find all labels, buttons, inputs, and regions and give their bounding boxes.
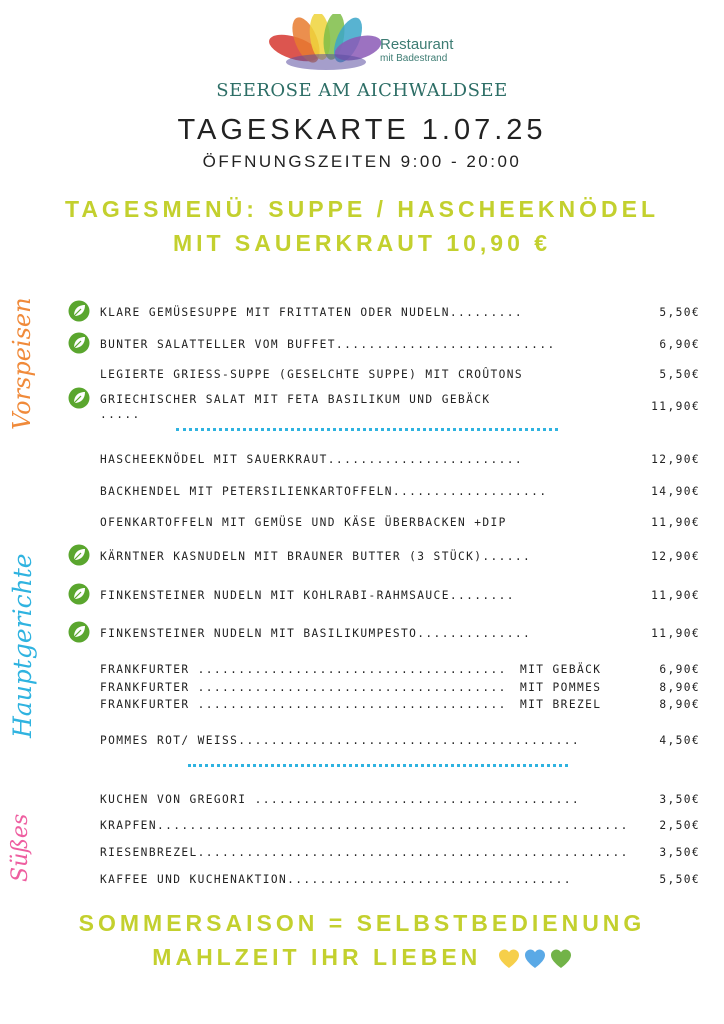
section-divider xyxy=(188,764,568,767)
menu-item xyxy=(70,790,700,814)
menu-item xyxy=(70,870,700,894)
page-title: TAGESKARTE 1.07.25 xyxy=(177,114,547,146)
item-name: BACKHENDEL MIT PETERSILIENKARTOFFELN................... xyxy=(100,485,548,498)
item-name: FRANKFURTER ...................................... xyxy=(100,663,507,676)
item-price: 5,50€ xyxy=(659,873,700,886)
item-name: KUCHEN VON GREGORI ........................................ xyxy=(100,793,580,806)
item-name: KLARE GEMÜSESUPPE MIT FRITTATEN ODER NUDELN......... xyxy=(100,306,524,319)
item-name: HASCHEEKNÖDEL MIT SAUERKRAUT........................ xyxy=(100,453,524,466)
vegetarian-leaf-icon xyxy=(68,300,90,322)
menu-item xyxy=(70,624,700,648)
menu-item xyxy=(70,660,700,678)
item-price: 12,90€ xyxy=(651,550,700,563)
item-price: 14,90€ xyxy=(651,485,700,498)
footer-line-1: SOMMERSAISON = SELBSTBEDIENUNG xyxy=(78,910,646,936)
vegetarian-leaf-icon xyxy=(68,583,90,605)
item-price: 11,90€ xyxy=(651,627,700,640)
section-label-sweets: Süßes xyxy=(8,813,33,882)
menu-item xyxy=(70,365,700,389)
menu-item xyxy=(70,547,700,571)
item-price: 5,50€ xyxy=(659,306,700,319)
item-price: 11,90€ xyxy=(651,516,700,529)
footer-line-2-wrapper xyxy=(0,944,724,971)
daily-menu-line-1: TAGESMENÜ: SUPPE / HASCHEEKNÖDEL xyxy=(64,196,659,222)
item-name: GRIECHISCHER SALAT MIT FETA BASILIKUM UND GEBÄCK xyxy=(100,393,491,406)
item-name: OFENKARTOFFELN MIT GEMÜSE UND KÄSE ÜBERBACKEN +DIP xyxy=(100,516,507,529)
item-name: POMMES ROT/ WEISS.......................................... xyxy=(100,734,580,747)
item-name: FINKENSTEINER NUDELN MIT BASILIKUMPESTO.............. xyxy=(100,627,532,640)
section-label-mains: Hauptgerichte xyxy=(8,553,37,738)
vegetarian-leaf-icon xyxy=(68,387,90,409)
item-name: FINKENSTEINER NUDELN MIT KOHLRABI-RAHMSAUCE........ xyxy=(100,589,515,602)
menu-item xyxy=(70,390,700,424)
menu-item xyxy=(70,335,700,359)
item-price: 4,50€ xyxy=(659,734,700,747)
menu-item xyxy=(70,586,700,610)
item-price: 8,90€ xyxy=(659,698,700,711)
logo-line-1: Restaurant xyxy=(380,36,454,53)
vegetarian-leaf-icon xyxy=(68,621,90,643)
menu-item xyxy=(70,450,700,474)
item-price: 11,90€ xyxy=(651,400,700,413)
item-name: FRANKFURTER ...................................... xyxy=(100,698,507,711)
menu-item xyxy=(70,695,700,713)
menu-item xyxy=(70,816,700,840)
section-label-starters: Vorspeisen xyxy=(8,297,36,430)
daily-menu-line-2: MIT SAUERKRAUT 10,90 € xyxy=(172,230,552,256)
item-name-continuation: ..... xyxy=(100,408,141,421)
opening-hours: ÖFFNUNGSZEITEN 9:00 - 20:00 xyxy=(202,152,522,171)
item-name: LEGIERTE GRIESS-SUPPE (GESELCHTE SUPPE) MIT CROÛTONS xyxy=(100,368,524,381)
vegetarian-leaf-icon xyxy=(68,332,90,354)
item-name: BUNTER SALATTELLER VOM BUFFET........................... xyxy=(100,338,556,351)
menu-item xyxy=(70,843,700,867)
logo-text xyxy=(380,36,453,65)
logo-line-2: mit Badestrand xyxy=(380,53,448,65)
item-price: 6,90€ xyxy=(659,663,700,676)
menu-item xyxy=(70,731,700,755)
item-name: KRAPFEN.......................................................... xyxy=(100,819,629,832)
item-price: 12,90€ xyxy=(651,453,700,466)
item-variant: MIT GEBÄCK xyxy=(520,663,602,676)
item-name: KÄRNTNER KASNUDELN MIT BRAUNER BUTTER (3 STÜCK)...... xyxy=(100,550,532,563)
item-variant: MIT POMMES xyxy=(520,681,602,694)
item-name: RIESENBREZEL..................................................... xyxy=(100,846,629,859)
item-variant: MIT BREZEL xyxy=(520,698,602,711)
item-price: 11,90€ xyxy=(651,589,700,602)
menu-item xyxy=(70,303,700,327)
menu-item xyxy=(70,482,700,506)
item-price: 2,50€ xyxy=(659,819,700,832)
vegetarian-leaf-icon xyxy=(68,544,90,566)
item-price: 5,50€ xyxy=(659,368,700,381)
item-name: FRANKFURTER ...................................... xyxy=(100,681,507,694)
item-price: 8,90€ xyxy=(659,681,700,694)
hearts-icon xyxy=(498,948,572,970)
item-name: KAFFEE UND KUCHENAKTION................................... xyxy=(100,873,572,886)
item-price: 3,50€ xyxy=(659,846,700,859)
item-price: 6,90€ xyxy=(659,338,700,351)
footer-line-2: MAHLZEIT IHR LIEBEN xyxy=(152,944,482,970)
brand-name: SEEROSE AM AICHWALDSEE xyxy=(216,80,508,101)
menu-item xyxy=(70,513,700,537)
menu-item xyxy=(70,678,700,696)
item-price: 3,50€ xyxy=(659,793,700,806)
section-divider xyxy=(176,428,558,431)
